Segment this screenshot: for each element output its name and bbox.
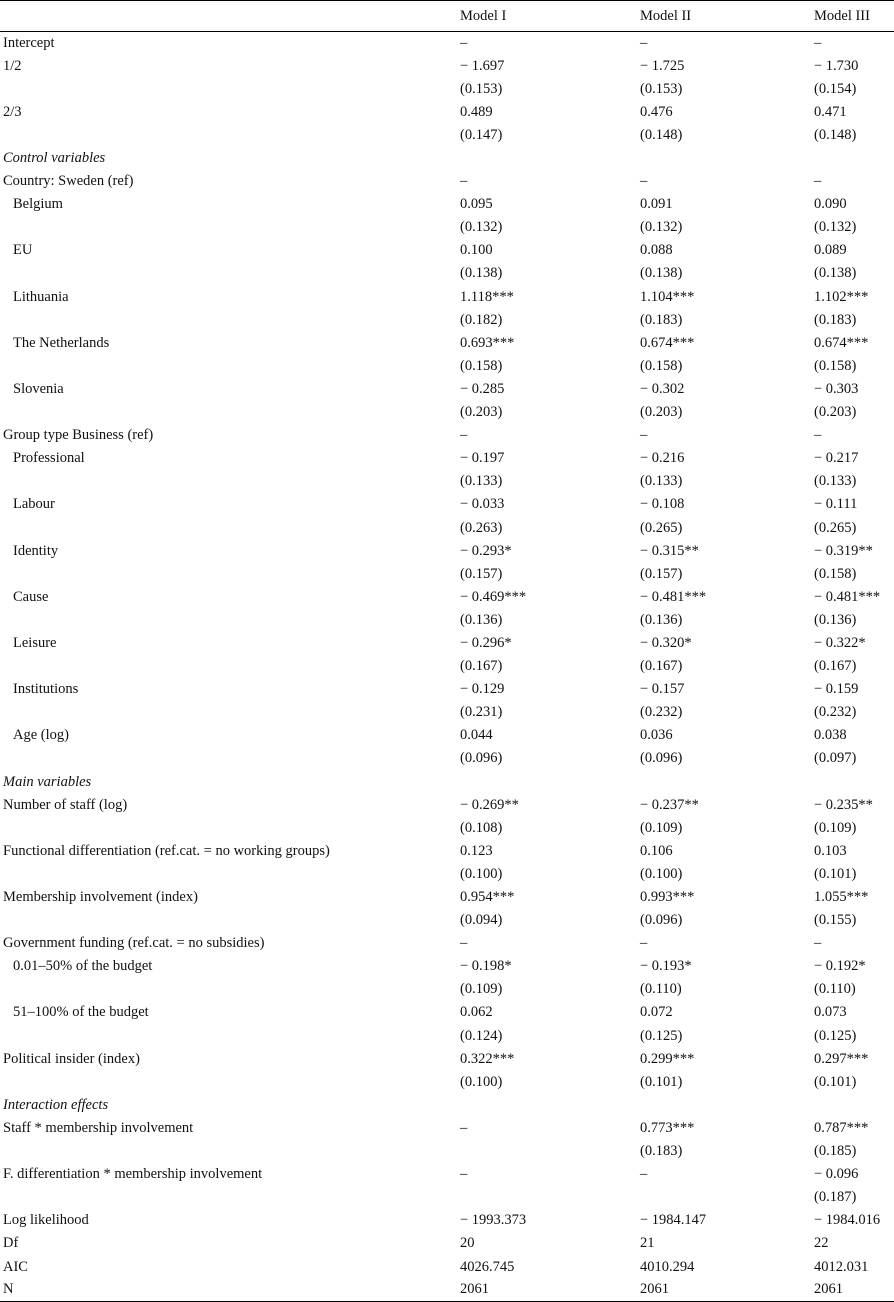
model-2-value: (0.153) [640, 80, 683, 97]
row-label: 0.01–50% of the budget [13, 958, 153, 975]
header-row [0, 1, 894, 32]
model-3-value: − 0.481*** [814, 588, 881, 605]
row-label [0, 863, 454, 886]
model-1-value: (0.100) [460, 865, 503, 882]
model-3-value: (0.203) [814, 404, 857, 421]
model-1-value: − 0.285 [460, 380, 505, 397]
table-row [0, 771, 894, 794]
model-2-value: 4010.294 [640, 1258, 695, 1275]
row-label: Staff * membership involvement [3, 1119, 194, 1136]
row-label [0, 978, 454, 1001]
model-3-value: − 0.322* [814, 634, 866, 651]
row-label: Lithuania [13, 288, 69, 305]
row-label: Main variables [3, 773, 92, 790]
table-row [0, 101, 894, 124]
model-2-value: 21 [640, 1235, 655, 1252]
model-1-value: (0.203) [460, 404, 503, 421]
header-model-3: Model III [814, 1, 894, 32]
model-1-value: – [460, 1166, 468, 1183]
row-label: Age (log) [13, 727, 69, 744]
model-2-value: 0.106 [640, 842, 673, 859]
model-2-value: 0.299*** [640, 1050, 695, 1067]
model-1-value [454, 1140, 634, 1163]
model-2-value: (0.132) [640, 219, 683, 236]
model-3-value: − 0.096 [814, 1166, 859, 1183]
row-label: N [0, 1279, 454, 1302]
row-label [0, 1186, 454, 1209]
model-1-value: – [460, 1119, 468, 1136]
model-1-value: (0.109) [460, 981, 503, 998]
header-model-1: Model I [454, 1, 634, 32]
model-2-value: (0.100) [640, 865, 683, 882]
row-label [0, 470, 454, 493]
row-label: Log likelihood [3, 1212, 89, 1229]
table-row [0, 378, 894, 401]
model-1-value: (0.132) [460, 219, 503, 236]
table-row [0, 701, 894, 724]
table-row [0, 747, 894, 770]
model-2-value: − 0.216 [640, 450, 685, 467]
model-1-value: (0.133) [460, 473, 503, 490]
table-row [0, 586, 894, 609]
model-2-value [634, 1094, 814, 1117]
model-3-value: − 0.217 [814, 450, 859, 467]
model-1-value: (0.147) [460, 126, 503, 143]
table-row [0, 493, 894, 516]
model-2-value: − 0.237** [640, 796, 699, 813]
model-1-value: − 0.293* [460, 542, 512, 559]
model-2-value: (0.203) [640, 404, 683, 421]
model-2-value: – [640, 1166, 648, 1183]
row-label [0, 309, 454, 332]
model-1-value: 0.489 [460, 103, 493, 120]
table-row [0, 216, 894, 239]
row-label [0, 516, 454, 539]
model-2-value [634, 1186, 814, 1209]
model-2-value: (0.183) [640, 311, 683, 328]
model-1-value: − 0.296* [460, 634, 512, 651]
model-3-value: (0.125) [814, 1027, 857, 1044]
model-1-value: (0.263) [460, 519, 503, 536]
row-label [0, 563, 454, 586]
model-3-value: 1.055*** [814, 889, 869, 906]
row-label [0, 1140, 454, 1163]
table-row [0, 863, 894, 886]
table-row [0, 886, 894, 909]
table-row [0, 978, 894, 1001]
model-2-value: (0.125) [640, 1027, 683, 1044]
model-3-value: – [814, 427, 822, 444]
table-row [0, 355, 894, 378]
model-2-value: − 0.108 [640, 496, 685, 513]
model-2-value: (0.133) [640, 473, 683, 490]
model-1-value: 0.954*** [460, 889, 515, 906]
row-label [0, 124, 454, 147]
model-2-value: (0.101) [640, 1073, 683, 1090]
table-row [0, 332, 894, 355]
model-2-value: – [640, 935, 648, 952]
table-row [0, 724, 894, 747]
model-2-value: 0.088 [640, 242, 673, 259]
row-label: The Netherlands [13, 334, 110, 351]
table-row [0, 1232, 894, 1255]
model-1-value: (0.138) [460, 265, 503, 282]
model-2-value: (0.232) [640, 704, 683, 721]
table-row [0, 78, 894, 101]
model-1-value: (0.158) [460, 357, 503, 374]
model-2-value: − 0.315** [640, 542, 699, 559]
model-3-value: 0.787*** [814, 1119, 869, 1136]
model-3-value: − 0.111 [814, 496, 858, 513]
model-3-value: (0.183) [814, 311, 857, 328]
model-2-value: 2061 [634, 1279, 814, 1302]
model-2-value: − 1.725 [640, 57, 685, 74]
model-2-value: – [640, 427, 648, 444]
model-3-value: (0.167) [814, 658, 857, 675]
model-1-value: 0.100 [460, 242, 493, 259]
table-row [0, 955, 894, 978]
row-label [0, 817, 454, 840]
model-2-value: − 0.157 [640, 681, 685, 698]
model-3-value: (0.110) [814, 981, 856, 998]
row-label [0, 216, 454, 239]
table-header [0, 1, 894, 32]
model-1-value: 0.693*** [460, 334, 515, 351]
table-row [0, 817, 894, 840]
table-row [0, 1025, 894, 1048]
model-1-value: (0.096) [460, 750, 503, 767]
model-3-value: − 1.730 [814, 57, 859, 74]
header-label-column [0, 1, 454, 32]
model-1-value: − 0.269** [460, 796, 519, 813]
row-label: Institutions [13, 681, 79, 698]
row-label [0, 262, 454, 285]
model-3-value: – [814, 34, 822, 51]
table-row [0, 124, 894, 147]
model-3-value: (0.133) [814, 473, 857, 490]
model-3-value: 0.471 [814, 103, 847, 120]
row-label: 2/3 [3, 103, 22, 120]
row-label: Number of staff (log) [3, 796, 128, 813]
model-1-value [454, 147, 634, 170]
model-3-value: (0.101) [814, 865, 857, 882]
model-2-value: (0.136) [640, 611, 683, 628]
model-1-value: (0.108) [460, 819, 503, 836]
model-1-value: 1.118*** [460, 288, 514, 305]
model-3-value [814, 1094, 894, 1117]
table-row [0, 1209, 894, 1232]
row-label [0, 355, 454, 378]
model-2-value: − 0.320* [640, 634, 692, 651]
model-1-value: (0.182) [460, 311, 503, 328]
model-3-value: (0.155) [814, 912, 857, 929]
row-label [0, 78, 454, 101]
model-2-value: (0.096) [640, 750, 683, 767]
model-3-value: (0.109) [814, 819, 857, 836]
model-3-value: − 0.319** [814, 542, 873, 559]
table-row [0, 286, 894, 309]
table-row [0, 309, 894, 332]
row-label: AIC [3, 1258, 28, 1275]
row-label: 1/2 [3, 57, 22, 74]
model-1-value: (0.231) [460, 704, 503, 721]
row-label: Group type Business (ref) [3, 427, 154, 444]
table-row [0, 147, 894, 170]
model-1-value: − 0.033 [460, 496, 505, 513]
table-row [0, 840, 894, 863]
table-row [0, 1094, 894, 1117]
table-row [0, 609, 894, 632]
model-3-value: (0.158) [814, 565, 857, 582]
table-row [0, 262, 894, 285]
table-row [0, 1001, 894, 1024]
table-row [0, 932, 894, 955]
model-1-value: (0.094) [460, 912, 503, 929]
model-3-value: − 0.235** [814, 796, 873, 813]
model-1-value: (0.124) [460, 1027, 503, 1044]
table-row [0, 655, 894, 678]
table-row [0, 1117, 894, 1140]
table-row [0, 424, 894, 447]
model-3-value: − 0.159 [814, 681, 859, 698]
model-3-value: 22 [814, 1235, 829, 1252]
model-3-value: 0.103 [814, 842, 847, 859]
model-3-value: (0.136) [814, 611, 857, 628]
model-1-value [454, 771, 634, 794]
model-1-value: – [460, 173, 468, 190]
row-label: Control variables [3, 150, 106, 167]
row-label: Membership involvement (index) [3, 889, 198, 906]
model-3-value: 0.090 [814, 196, 847, 213]
model-2-value: (0.096) [640, 912, 683, 929]
model-1-value: − 0.198* [460, 958, 512, 975]
model-2-value: – [640, 173, 648, 190]
row-label: Political insider (index) [3, 1050, 140, 1067]
model-1-value: − 1993.373 [460, 1212, 527, 1229]
table-row [0, 1255, 894, 1278]
row-label [0, 655, 454, 678]
model-1-value: 0.044 [460, 727, 493, 744]
model-3-value: 2061 [814, 1279, 894, 1302]
table-row [0, 447, 894, 470]
table-row [0, 909, 894, 932]
table-row [0, 1163, 894, 1186]
model-3-value: – [814, 173, 822, 190]
model-1-value: 2061 [454, 1279, 634, 1302]
table-row [0, 1071, 894, 1094]
model-3-value: (0.232) [814, 704, 857, 721]
table-row [0, 170, 894, 193]
table-row [0, 563, 894, 586]
model-2-value: 0.476 [640, 103, 673, 120]
row-label [0, 609, 454, 632]
model-1-value: (0.100) [460, 1073, 503, 1090]
model-3-value: (0.132) [814, 219, 857, 236]
model-1-value: − 0.129 [460, 681, 505, 698]
model-2-value: (0.265) [640, 519, 683, 536]
model-1-value: 20 [460, 1235, 475, 1252]
model-1-value: – [460, 935, 468, 952]
row-label: Df [3, 1235, 19, 1252]
model-1-value: 0.322*** [460, 1050, 515, 1067]
model-1-value: (0.153) [460, 80, 503, 97]
model-3-value: (0.148) [814, 126, 857, 143]
model-1-value: 0.095 [460, 196, 493, 213]
table-row [0, 470, 894, 493]
row-label: Intercept [3, 34, 55, 51]
table-row [0, 1140, 894, 1163]
model-1-value: − 0.469*** [460, 588, 527, 605]
model-2-value: (0.167) [640, 658, 683, 675]
table-row [0, 632, 894, 655]
row-label: F. differentiation * membership involvement [3, 1166, 263, 1183]
model-1-value: – [460, 34, 468, 51]
model-2-value: 0.036 [640, 727, 673, 744]
model-3-value [814, 147, 894, 170]
model-2-value: (0.109) [640, 819, 683, 836]
model-3-value: 1.102*** [814, 288, 869, 305]
model-1-value: − 0.197 [460, 450, 505, 467]
row-label: Leisure [13, 634, 57, 651]
row-label [0, 701, 454, 724]
model-3-value [814, 771, 894, 794]
model-3-value: (0.265) [814, 519, 857, 536]
model-3-value: (0.154) [814, 80, 857, 97]
model-3-value: (0.097) [814, 750, 857, 767]
model-1-value [454, 1094, 634, 1117]
model-3-value: – [814, 935, 822, 952]
row-label: Belgium [13, 196, 63, 213]
model-3-value: 4012.031 [814, 1258, 869, 1275]
model-1-value [454, 1186, 634, 1209]
model-1-value: 0.123 [460, 842, 493, 859]
model-1-value: (0.157) [460, 565, 503, 582]
table-row [0, 401, 894, 424]
model-2-value: 0.072 [640, 1004, 673, 1021]
model-1-value: 0.062 [460, 1004, 493, 1021]
model-1-value: − 1.697 [460, 57, 505, 74]
model-3-value: (0.187) [814, 1189, 857, 1206]
table-row [0, 239, 894, 262]
model-3-value: 0.674*** [814, 334, 869, 351]
model-1-value: (0.167) [460, 658, 503, 675]
model-2-value: − 0.481*** [640, 588, 707, 605]
row-label: 51–100% of the budget [13, 1004, 149, 1021]
row-label: Labour [13, 496, 55, 513]
model-3-value: − 0.192* [814, 958, 866, 975]
row-label: Slovenia [13, 380, 64, 397]
model-2-value [634, 147, 814, 170]
model-3-value: 0.038 [814, 727, 847, 744]
model-3-value: 0.089 [814, 242, 847, 259]
row-label: Functional differentiation (ref.cat. = no working groups) [3, 842, 330, 859]
model-2-value: (0.110) [640, 981, 682, 998]
row-label: Government funding (ref.cat. = no subsidies) [3, 935, 265, 952]
model-3-value: − 0.303 [814, 380, 859, 397]
header-model-2: Model II [634, 1, 814, 32]
model-2-value [634, 771, 814, 794]
model-3-value: (0.101) [814, 1073, 857, 1090]
model-2-value: (0.148) [640, 126, 683, 143]
model-3-value: 0.297*** [814, 1050, 869, 1067]
row-label: EU [13, 242, 33, 259]
table-row [0, 1186, 894, 1209]
table-row [0, 193, 894, 216]
model-2-value: – [640, 34, 648, 51]
row-label [0, 1025, 454, 1048]
model-2-value: 0.773*** [640, 1119, 695, 1136]
table-row [0, 794, 894, 817]
table-row [0, 540, 894, 563]
table-body [0, 32, 894, 1302]
model-3-value: (0.158) [814, 357, 857, 374]
model-2-value: − 1984.147 [640, 1212, 707, 1229]
model-2-value: (0.157) [640, 565, 683, 582]
model-2-value: − 0.193* [640, 958, 692, 975]
row-label: Professional [13, 450, 85, 467]
table-row [0, 1048, 894, 1071]
model-3-value: 0.073 [814, 1004, 847, 1021]
model-1-value: 4026.745 [460, 1258, 515, 1275]
table-row [0, 55, 894, 78]
model-2-value: (0.158) [640, 357, 683, 374]
row-label: Cause [13, 588, 49, 605]
model-2-value: (0.183) [640, 1143, 683, 1160]
model-2-value: 0.674*** [640, 334, 695, 351]
table-row [0, 1279, 894, 1302]
model-3-value: (0.138) [814, 265, 857, 282]
row-label [0, 401, 454, 424]
row-label [0, 1071, 454, 1094]
table-row [0, 678, 894, 701]
table-row [0, 516, 894, 539]
model-2-value: − 0.302 [640, 380, 685, 397]
model-3-value: − 1984.016 [814, 1212, 881, 1229]
model-1-value: (0.136) [460, 611, 503, 628]
model-2-value: 0.091 [640, 196, 673, 213]
model-3-value: (0.185) [814, 1143, 857, 1160]
model-2-value: 1.104*** [640, 288, 695, 305]
row-label: Interaction effects [3, 1096, 109, 1113]
row-label: Country: Sweden (ref) [3, 173, 134, 190]
row-label [0, 909, 454, 932]
table-row [0, 32, 894, 55]
row-label [0, 747, 454, 770]
model-2-value: 0.993*** [640, 889, 695, 906]
model-1-value: – [460, 427, 468, 444]
model-2-value: (0.138) [640, 265, 683, 282]
row-label: Identity [13, 542, 59, 559]
